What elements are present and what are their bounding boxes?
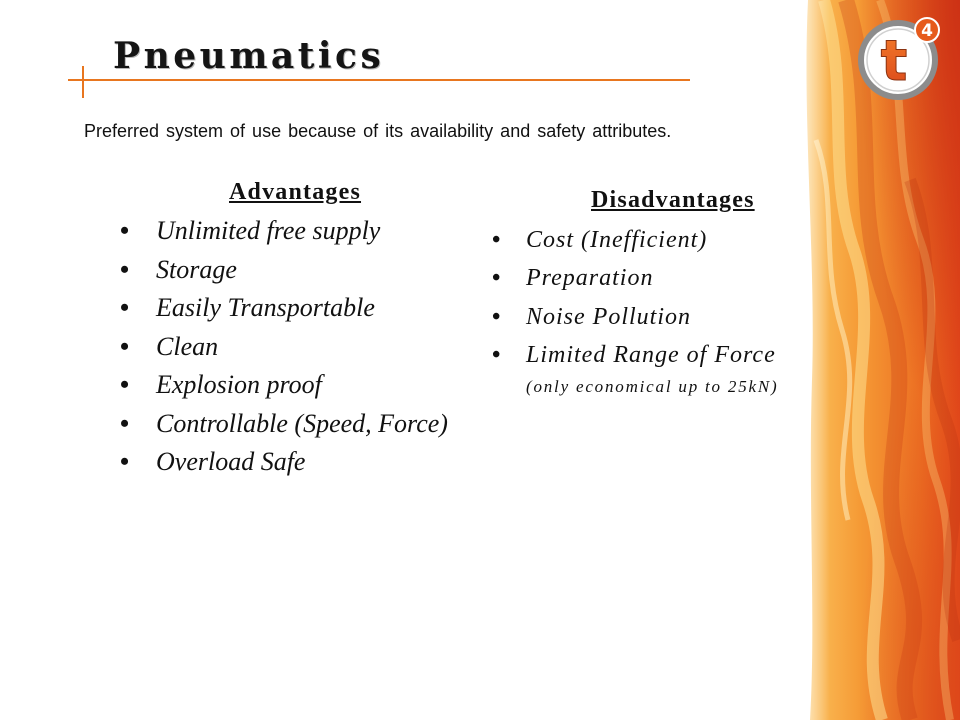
slide-subtitle: Preferred system of use because of its availability and safety attributes. (84, 121, 672, 141)
logo-letter: t (880, 29, 908, 94)
list-item: • Easily Transportable (156, 289, 448, 328)
list-item: • Overload Safe (156, 443, 448, 482)
list-item: • Storage (156, 251, 448, 290)
advantages-list (156, 212, 448, 482)
slide-title: Pneumatics (113, 35, 385, 77)
list-item: • Cost (Inefficient) (526, 221, 776, 259)
disadvantages-list (526, 221, 776, 374)
list-item: • Limited Range of Force (526, 336, 776, 374)
list-item: • Clean (156, 328, 448, 367)
force-range-note: (only economical up to 25kN) (526, 377, 779, 396)
list-item: • Explosion proof (156, 366, 448, 405)
list-item: • Noise Pollution (526, 298, 776, 336)
logo-superscript: 4 (921, 21, 933, 41)
decorative-flame-panel (790, 0, 960, 720)
advantages-heading: Advantages (229, 179, 362, 205)
list-item: • Unlimited free supply (156, 212, 448, 251)
list-item: • Preparation (526, 259, 776, 297)
logo (861, 18, 939, 97)
title-vertical-rule (82, 66, 84, 98)
list-item: • Controllable (Speed, Force) (156, 405, 448, 444)
disadvantages-heading: Disadvantages (591, 187, 755, 213)
title-underline-rule (68, 79, 690, 81)
